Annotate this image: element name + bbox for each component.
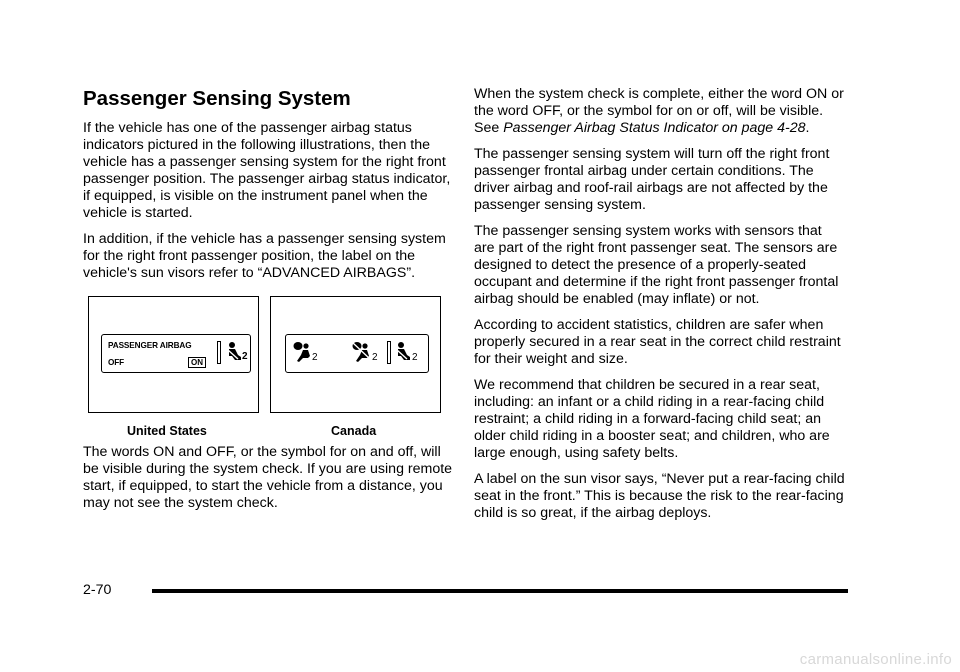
- paragraph-text: When the system check is complete, either the word ON or the word OFF, or the symbol for on or off, will be visible. See: [474, 86, 844, 136]
- canada-indicator-figure: [270, 296, 441, 413]
- off-label: OFF: [108, 358, 125, 367]
- turn-off-paragraph: The passenger sensing system will turn off the right front passenger frontal airbag under certain conditions. The driver airbag and roof-rail airbags are not affected by the passenger sensing system.: [474, 146, 830, 213]
- page-number: 2-70: [83, 582, 112, 598]
- airbag-on-icon: [293, 341, 313, 363]
- paragraph-end: .: [805, 120, 810, 136]
- sensors-paragraph: The passenger sensing system works with sensors that are part of the right front passenger seat. The sensors are designed to detect the presence of a properly-seated occupant and determine if the right front passenger frontal airbag should be enabled (may inflate) or not.: [474, 223, 839, 307]
- subscript-2: 2: [312, 352, 318, 363]
- watermark: carmanualsonline.info: [799, 651, 952, 668]
- cross-reference-link[interactable]: Passenger Airbag Status Indicator on page 4‑28: [503, 120, 806, 136]
- right-column: [474, 86, 846, 531]
- section-heading: Passenger Sensing System: [83, 87, 351, 110]
- left-column: [83, 86, 455, 521]
- on-label: ON: [188, 357, 206, 368]
- subscript-2: 2: [412, 352, 418, 363]
- separator: [387, 341, 391, 364]
- advanced-airbags-paragraph: In addition, if the vehicle has a passenger sensing system for the right front passenger position, the label on the vehicle's sun visors refer to “ADVANCED AIRBAGS”.: [83, 231, 446, 281]
- canada-status-indicator: [285, 334, 429, 373]
- system-check-paragraph: The words ON and OFF, or the symbol for on and off, will be visible during the system check. If you are using remote start, if equipped, to start the vehicle from a distance, you may not see the system check.: [83, 444, 453, 511]
- passenger-airbag-label: PASSENGER AIRBAG: [108, 341, 192, 350]
- sun-visor-paragraph: A label on the sun visor says, “Never put a rear-facing child seat in the front.” This is because the risk to the rear-facing child is so great, if the airbag deploys.: [474, 471, 845, 521]
- us-caption: United States: [127, 424, 207, 438]
- subscript-2: 2: [372, 352, 378, 363]
- footer-rule: [152, 589, 848, 593]
- separator: [217, 341, 221, 364]
- canada-caption: Canada: [331, 424, 377, 438]
- us-status-indicator: [101, 334, 251, 373]
- statistics-paragraph: According to accident statistics, children are safer when properly secured in a rear seat in the correct child restraint for their weight and size.: [474, 317, 841, 367]
- us-indicator-figure: [88, 296, 259, 413]
- system-check-complete-paragraph: [474, 86, 846, 137]
- airbag-off-icon: [352, 341, 372, 363]
- indicator-figures: [83, 296, 455, 444]
- intro-paragraph: If the vehicle has one of the passenger airbag status indicators pictured in the following illustrations, then the vehicle has a passenger sensing system for the right front passenger position. The passenger airbag status indicator, if equipped, is visible on the instrument panel when the vehicle is started.: [83, 120, 451, 221]
- subscript-2: 2: [242, 351, 248, 362]
- seated-passenger-off-icon: [226, 341, 242, 365]
- recommendation-paragraph: We recommend that children be secured in a rear seat, including: an infant or a child riding in a rear-facing child restraint; a child riding in a forward-facing child seat; an older child riding in a booster seat; and children, who are large enough, using safety belts.: [474, 377, 830, 461]
- seated-passenger-off-icon: [395, 341, 411, 365]
